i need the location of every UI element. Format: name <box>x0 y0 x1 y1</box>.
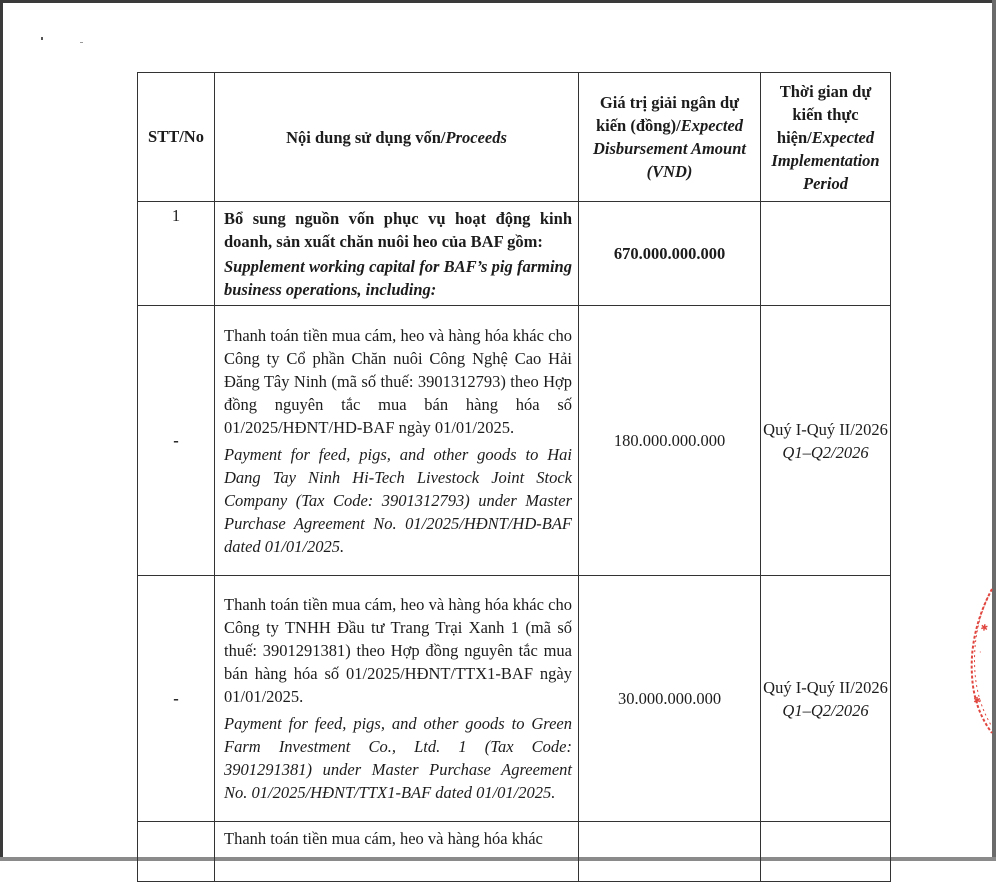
description-en: Payment for feed, pigs, and other goods to Hai Dang Tay Ninh Hi-Tech Livestock Joint Stock Company (Tax Code: 3901312793) under Master Purchase Agreement No. 01/2025/HĐNT/HD-BAF dated 01/01/2025. <box>224 444 572 556</box>
row-description <box>215 822 579 882</box>
row-number: 1 <box>138 202 215 306</box>
row-period <box>761 822 891 882</box>
scan-speck <box>80 42 83 43</box>
header-stt: STT/No <box>138 73 215 202</box>
period-en: Q1–Q2/2026 <box>782 442 869 462</box>
page-edge-top <box>0 0 996 3</box>
table-row <box>138 202 891 306</box>
table-header-row <box>138 73 891 202</box>
row-number <box>138 822 215 882</box>
svg-text:✱: ✱ <box>977 622 990 634</box>
header-amount: Giá trị giải ngân dự kiến (đồng)/Expected Disbursement Amount (VND) <box>579 73 761 202</box>
period-vi: Quý I-Quý II/2026 <box>763 677 888 697</box>
description-en: Supplement working capital for BAF’s pig farming business operations, including: <box>224 256 572 299</box>
table-row <box>138 822 891 882</box>
row-amount: 180.000.000.000 <box>579 306 761 576</box>
period-vi: Quý I-Quý II/2026 <box>763 419 888 439</box>
description-vi: Thanh toán tiền mua cám, heo và hàng hóa khác cho Công ty TNHH Đầu tư Trang Trại Xanh 1 (mã số thuế: 3901291381) theo Hợp đồng nguyên tắc mua bán hàng hóa số 01/2025/HĐNT/TTX1-BAF ngày 01/01/2025. <box>224 595 572 706</box>
table-row <box>138 576 891 822</box>
svg-text:✱: ✱ <box>971 694 985 707</box>
row-description <box>215 306 579 576</box>
description-en: Payment for feed, pigs, and other goods to Green Farm Investment Co., Ltd. 1 (Tax Code: 3901291381) under Master Purchase Agreement No. 01/2025/HĐNT/TTX1-BAF dated 01/01/2025. <box>224 714 572 802</box>
svg-text:·: · <box>979 648 982 657</box>
proceeds-table <box>137 72 891 882</box>
row-description <box>215 576 579 822</box>
period-en: Q1–Q2/2026 <box>782 700 869 720</box>
row-period <box>761 306 891 576</box>
table-row <box>138 306 891 576</box>
header-period: Thời gian dự kiến thực hiện/Expected Implementation Period <box>761 73 891 202</box>
red-stamp-fragment <box>958 585 994 735</box>
row-period <box>761 576 891 822</box>
description-vi: Thanh toán tiền mua cám, heo và hàng hóa khác cho Công ty Cổ phần Chăn nuôi Công Nghệ Cao Hải Đăng Tây Ninh (mã số thuế: 3901312793) theo Hợp đồng nguyên tắc mua bán hàng hóa số 01/2025/HĐNT/HD-BAF ngày 01/01/2025. <box>224 325 572 437</box>
row-number: - <box>138 576 215 822</box>
page-edge-left <box>0 0 3 861</box>
header-content: Nội dung sử dụng vốn/Proceeds <box>215 73 579 202</box>
scan-speck <box>41 37 43 40</box>
row-period <box>761 202 891 306</box>
row-amount: 670.000.000.000 <box>579 202 761 306</box>
row-number: - <box>138 306 215 576</box>
row-amount: 30.000.000.000 <box>579 576 761 822</box>
description-vi: Thanh toán tiền mua cám, heo và hàng hóa khác <box>224 829 543 848</box>
description-vi: Bổ sung nguồn vốn phục vụ hoạt động kinh doanh, sản xuất chăn nuôi heo của BAF gồm: <box>224 208 572 251</box>
row-description <box>215 202 579 306</box>
row-amount <box>579 822 761 882</box>
